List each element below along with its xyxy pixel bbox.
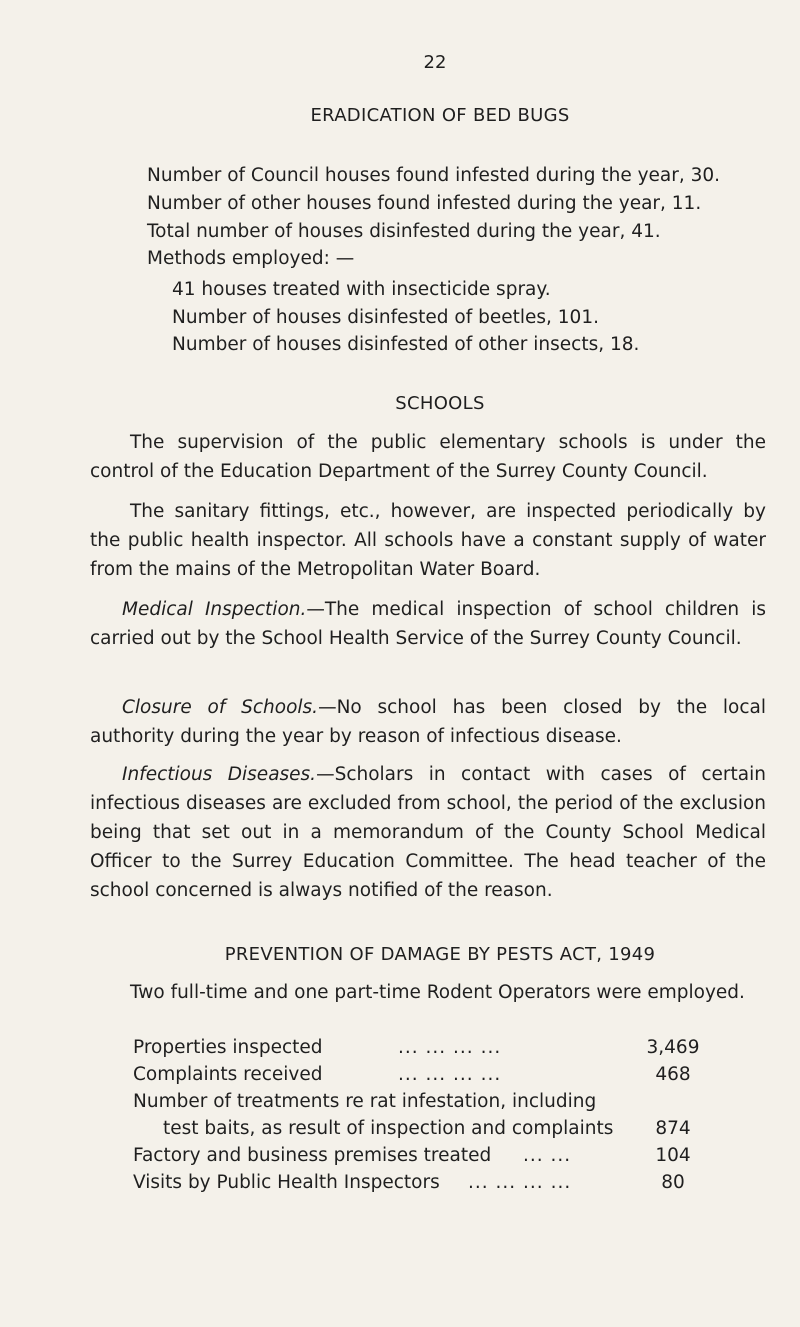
pests-row-value: 468 bbox=[655, 1064, 691, 1085]
pests-row-value: 874 bbox=[655, 1118, 691, 1139]
pests-row-label: Visits by Public Health Inspectors bbox=[133, 1172, 440, 1193]
pests-row-dots: ... ... bbox=[523, 1145, 572, 1166]
page-number: 22 bbox=[423, 52, 447, 73]
pests-row bbox=[133, 1037, 713, 1063]
medical-inspection-text: —The medical inspection of school children is carried out by the School Health Service of the Surrey County Council. bbox=[90, 599, 766, 649]
closure-title: Closure of Schools. bbox=[122, 697, 319, 718]
pests-row-value: 80 bbox=[661, 1172, 685, 1193]
pests-row bbox=[133, 1145, 713, 1171]
bed-bugs-line-1: Number of Council houses found infested during the year, 30. bbox=[147, 165, 721, 186]
bed-bugs-line-2: Number of other houses found infested during the year, 11. bbox=[147, 193, 702, 214]
pests-row bbox=[133, 1064, 713, 1090]
closure-text: —No school has been closed by the local authority during the year by reason of infectious disease. bbox=[90, 697, 766, 747]
bed-bugs-method-2: Number of houses disinfested of beetles, 101. bbox=[172, 307, 599, 328]
pests-row-label: Number of treatments re rat infestation, including bbox=[133, 1091, 597, 1112]
pests-row-value: 104 bbox=[655, 1145, 691, 1166]
infectious-text: —Scholars in contact with cases of certain infectious diseases are excluded from school, the period of the exclusion being that set out in a memorandum of the County School Medical Officer to the Surrey Education Committee. The head teacher of the school concerned is always notified of the reason. bbox=[90, 764, 766, 901]
pests-row-dots: ... ... ... ... bbox=[468, 1172, 572, 1193]
pests-row-value: 3,469 bbox=[646, 1037, 700, 1058]
bed-bugs-method-1: 41 houses treated with insecticide spray. bbox=[172, 279, 551, 300]
pests-row-label: test baits, as result of inspection and complaints bbox=[163, 1118, 614, 1139]
schools-infectious bbox=[90, 760, 766, 905]
pests-row bbox=[133, 1172, 713, 1198]
pests-row-label: Factory and business premises treated bbox=[133, 1145, 492, 1166]
schools-para-1: The supervision of the public elementary schools is under the control of the Education Department of the Surrey County Council. bbox=[90, 432, 766, 482]
pests-row-dots: ... ... ... ... bbox=[398, 1064, 502, 1085]
infectious-title: Infectious Diseases. bbox=[122, 764, 317, 785]
bed-bugs-method-3: Number of houses disinfested of other insects, 18. bbox=[172, 334, 640, 355]
pests-row-dots: ... ... ... ... bbox=[398, 1037, 502, 1058]
pests-row bbox=[133, 1118, 713, 1144]
pests-row bbox=[133, 1091, 713, 1117]
schools-medical-inspection bbox=[90, 595, 766, 653]
heading-schools: SCHOOLS bbox=[395, 393, 485, 414]
bed-bugs-line-3: Total number of houses disinfested during the year, 41. bbox=[147, 221, 661, 242]
schools-closure bbox=[90, 693, 766, 751]
schools-para-2: The sanitary fittings, etc., however, are inspected periodically by the public health inspector. All schools have a constant supply of water from the mains of the Metropolitan Water Board. bbox=[90, 501, 766, 580]
pests-intro: Two full-time and one part-time Rodent Operators were employed. bbox=[130, 982, 745, 1003]
bed-bugs-line-4: Methods employed: — bbox=[147, 248, 355, 269]
heading-pests: PREVENTION OF DAMAGE BY PESTS ACT, 1949 bbox=[224, 944, 656, 965]
medical-inspection-title: Medical Inspection. bbox=[122, 599, 307, 620]
pests-row-label: Properties inspected bbox=[133, 1037, 323, 1058]
pests-row-label: Complaints received bbox=[133, 1064, 323, 1085]
heading-bed-bugs: ERADICATION OF BED BUGS bbox=[310, 105, 570, 126]
